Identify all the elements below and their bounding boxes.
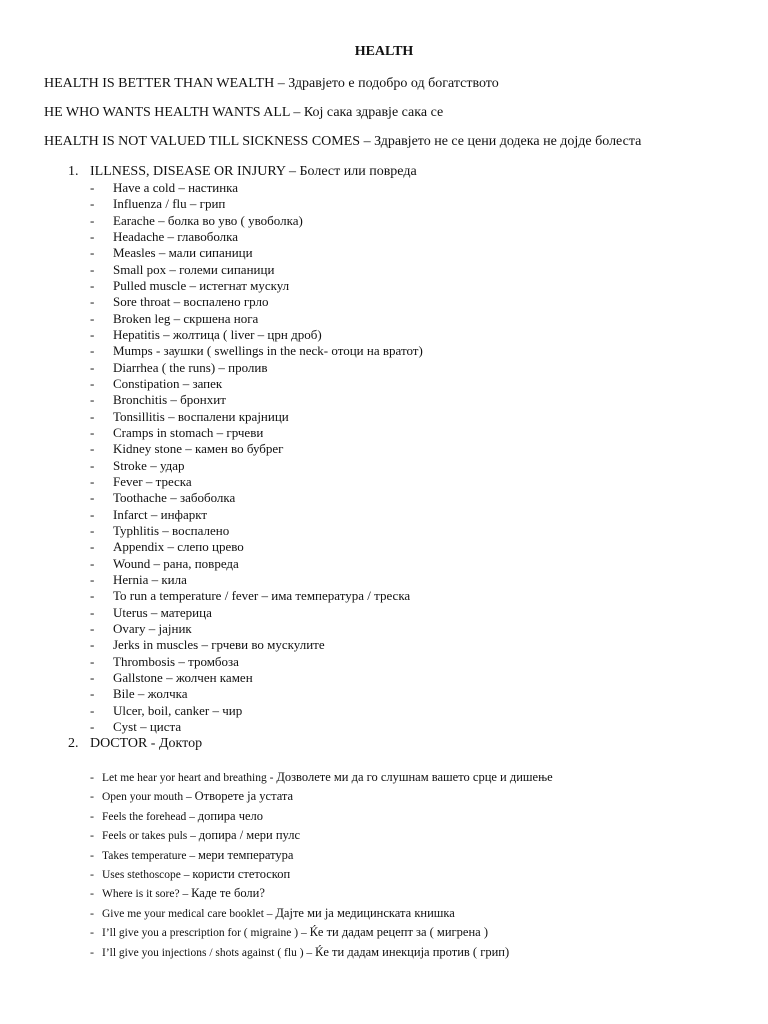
phrase-english: Open your mouth – <box>102 791 195 804</box>
phrase-macedonian: Каде те боли? <box>191 886 265 901</box>
list-item-text: Sore throat – воспалено грло <box>113 294 269 310</box>
bullet-dash: - <box>90 457 95 473</box>
list-item <box>90 294 423 310</box>
list-item-text: Uterus – материца <box>113 604 212 620</box>
phrase-macedonian: мери температура <box>197 847 294 862</box>
phrase-english: Takes temperature – <box>102 849 198 862</box>
list-item-text: Ulcer, boil, canker – чир <box>113 702 243 718</box>
list-item-text: Kidney stone – камен во бубрег <box>113 441 284 457</box>
bullet-dash: - <box>90 506 95 522</box>
list-item <box>90 262 423 278</box>
phrase-english: I’ll give you a prescription for ( migraine ) – <box>102 927 310 940</box>
document-title: HEALTH <box>354 44 414 59</box>
list-item-text: Ovary – јајник <box>113 620 192 636</box>
phrase-english: Let me hear yor heart and breathing - <box>102 772 277 784</box>
list-item-text: Mumps - заушки ( swellings in the neck- отоци на вратот) <box>113 343 423 359</box>
bullet-dash: - <box>90 196 95 212</box>
bullet-dash: - <box>90 310 95 326</box>
section-heading-illness <box>68 164 417 180</box>
bullet-dash: - <box>90 490 95 506</box>
list-item-text: Pulled muscle – истегнат мускул <box>113 277 290 293</box>
list-item <box>90 507 423 523</box>
list-item <box>90 654 423 670</box>
bullet-dash: - <box>90 228 95 244</box>
bullet-dash: - <box>90 277 95 293</box>
section-number: 2. <box>68 736 79 751</box>
list-item <box>90 458 423 474</box>
list-item <box>90 523 423 539</box>
list-item <box>90 572 423 588</box>
list-item <box>90 392 423 408</box>
bullet-dash: - <box>90 441 95 457</box>
list-item-text: Cyst – циста <box>113 718 182 734</box>
list-item <box>90 588 423 604</box>
section-heading-text: ILLNESS, DISEASE OR INJURY – Болест или повреда <box>90 164 417 179</box>
list-item-text: Earache – болка во уво ( увоболка) <box>113 212 303 228</box>
list-item <box>90 670 423 686</box>
list-item-text: Diarrhea ( the runs) – пролив <box>113 359 268 375</box>
list-item <box>90 846 553 865</box>
bullet-dash: - <box>90 326 95 342</box>
list-item <box>90 904 553 923</box>
list-item-text: Toothache – забоболка <box>113 490 236 506</box>
list-item-text: Constipation – запек <box>113 375 223 391</box>
list-item <box>90 923 553 942</box>
bullet-dash: - <box>90 789 94 804</box>
list-item-text: Thrombosis – тромбоза <box>113 653 239 669</box>
saying-3: HEALTH IS NOT VALUED TILL SICKNESS COMES – Здравјето не се цени додека не дојде болеста <box>44 134 642 149</box>
list-item-text: Wound – рана, повреда <box>113 555 239 571</box>
list-item-text: Headache – главоболка <box>113 228 239 244</box>
bullet-dash: - <box>90 571 95 587</box>
bullet-dash: - <box>90 294 95 310</box>
list-item <box>90 539 423 555</box>
phrase-macedonian: Отворете ја устата <box>194 789 294 804</box>
bullet-dash: - <box>90 212 95 228</box>
bullet-dash: - <box>90 828 94 843</box>
list-item <box>90 278 423 294</box>
list-item <box>90 441 423 457</box>
bullet-dash: - <box>90 686 95 702</box>
list-item <box>90 409 423 425</box>
list-item-text: Hernia – кила <box>113 571 187 587</box>
list-item-text: Jerks in muscles – грчеви во мускулите <box>113 637 325 653</box>
list-item <box>90 376 423 392</box>
bullet-dash: - <box>90 770 94 784</box>
bullet-dash: - <box>90 261 95 277</box>
section-heading-text: DOCTOR - Доктор <box>90 736 203 751</box>
list-item <box>90 343 423 359</box>
list-item <box>90 213 423 229</box>
list-item <box>90 807 553 826</box>
phrase-macedonian: допира чело <box>197 808 264 823</box>
list-item <box>90 360 423 376</box>
list-item-text: Gallstone – жолчен камен <box>113 669 253 685</box>
saying-1: HEALTH IS BETTER THAN WEALTH – Здравјето е подобро од богатството <box>44 76 499 91</box>
bullet-dash: - <box>90 588 95 604</box>
list-item-text: Typhlitis – воспалено <box>113 522 230 538</box>
phrase-english: Give me your medical care booklet – <box>102 907 276 920</box>
list-item <box>90 180 423 196</box>
bullet-dash: - <box>90 180 95 195</box>
saying-2: HE WHO WANTS HEALTH WANTS ALL – Кој сака здравје сака се <box>44 105 444 120</box>
list-item-text: To run a temperature / fever – има температура / треска <box>113 588 411 604</box>
bullet-dash: - <box>90 555 95 571</box>
list-item <box>90 621 423 637</box>
list-item-text: Appendix – слепо црево <box>113 539 244 555</box>
bullet-dash: - <box>90 604 95 620</box>
bullet-dash: - <box>90 886 94 901</box>
bullet-dash: - <box>90 866 94 881</box>
list-item-text: Infarct – инфаркт <box>113 506 208 522</box>
list-item <box>90 196 423 212</box>
bullet-dash: - <box>90 653 95 669</box>
list-item-text: Broken leg – скршена нога <box>113 310 259 326</box>
list-item <box>90 229 423 245</box>
list-item <box>90 686 423 702</box>
list-item <box>90 311 423 327</box>
phrase-macedonian: Ќе ти дадам инекција против ( грип) <box>315 944 510 959</box>
list-item <box>90 719 423 735</box>
list-item <box>90 703 423 719</box>
bullet-dash: - <box>90 944 94 959</box>
phrase-english: Feels or takes puls – <box>102 830 199 843</box>
phrase-macedonian: Ќе ти дадам рецепт за ( мигрена ) <box>309 925 488 940</box>
list-item <box>90 865 553 884</box>
bullet-dash: - <box>90 637 95 653</box>
section-heading-doctor <box>68 736 202 752</box>
list-item <box>90 474 423 490</box>
list-item-text: Stroke – удар <box>113 457 185 473</box>
bullet-dash: - <box>90 473 95 489</box>
list-item <box>90 245 423 261</box>
bullet-dash: - <box>90 424 95 440</box>
list-item <box>90 490 423 506</box>
list-item-text: Have a cold – настинка <box>113 180 239 195</box>
bullet-dash: - <box>90 925 94 940</box>
phrase-macedonian: користи стетоскоп <box>192 866 291 881</box>
list-item <box>90 768 553 787</box>
list-item-text: Cramps in stomach – грчеви <box>113 424 264 440</box>
bullet-dash: - <box>90 522 95 538</box>
list-item <box>90 605 423 621</box>
list-item-text: Small pox – големи сипаници <box>113 261 275 277</box>
illness-list <box>90 180 423 735</box>
phrase-english: Where is it sore? – <box>102 888 192 901</box>
list-item <box>90 556 423 572</box>
bullet-dash: - <box>90 375 95 391</box>
list-item-text: Bile – жолчка <box>113 686 188 702</box>
bullet-dash: - <box>90 392 95 408</box>
bullet-dash: - <box>90 808 94 823</box>
bullet-dash: - <box>90 620 95 636</box>
bullet-dash: - <box>90 539 95 555</box>
list-item <box>90 327 423 343</box>
list-item <box>90 425 423 441</box>
list-item-text: Bronchitis – бронхит <box>113 392 226 408</box>
bullet-dash: - <box>90 359 95 375</box>
bullet-dash: - <box>90 847 94 862</box>
list-item <box>90 943 553 962</box>
list-item-text: Influenza / flu – грип <box>113 196 226 212</box>
list-item-text: Hepatitis – жолтица ( liver – црн дроб) <box>113 326 322 342</box>
bullet-dash: - <box>90 718 95 734</box>
doctor-phrases-list <box>90 768 553 962</box>
phrase-macedonian: Дозволете ми да го слушнам вашето срце и дишење <box>276 770 553 784</box>
bullet-dash: - <box>90 408 95 424</box>
phrase-macedonian: допира / мери пулс <box>198 828 300 843</box>
list-item-text: Tonsillitis – воспалени крајници <box>113 408 289 424</box>
phrase-macedonian: Дајте ми ја медицинската книшка <box>275 905 455 920</box>
list-item <box>90 826 553 845</box>
phrase-english: Feels the forehead – <box>102 810 198 823</box>
bullet-dash: - <box>90 905 94 920</box>
list-item <box>90 637 423 653</box>
bullet-dash: - <box>90 343 95 359</box>
bullet-dash: - <box>90 702 95 718</box>
list-item-text: Measles – мали сипаници <box>113 245 253 261</box>
bullet-dash: - <box>90 669 95 685</box>
bullet-dash: - <box>90 245 95 261</box>
section-number: 1. <box>68 164 79 179</box>
list-item <box>90 884 553 903</box>
list-item <box>90 787 553 806</box>
list-item-text: Fever – треска <box>113 473 192 489</box>
phrase-english: I’ll give you injections / shots against ( flu ) – <box>102 946 316 959</box>
phrase-english: Uses stethoscope – <box>102 868 193 881</box>
